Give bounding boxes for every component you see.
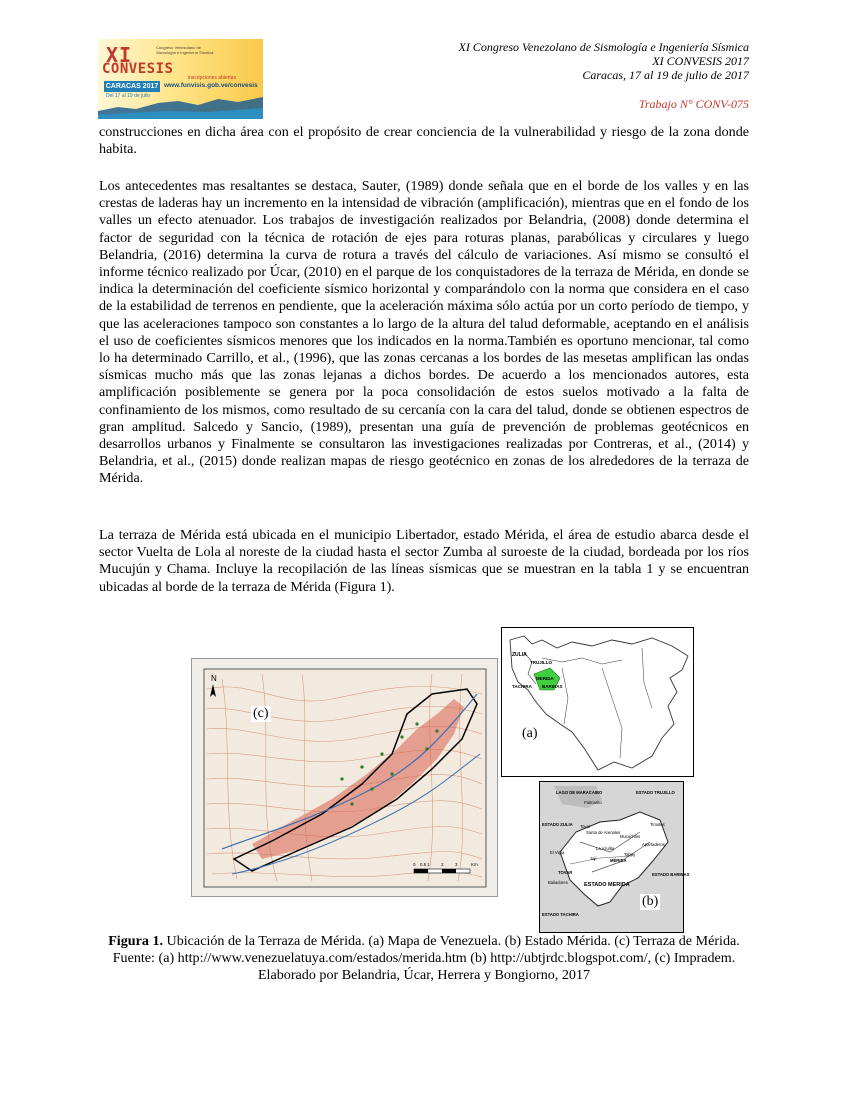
- label-estado-zulia: ESTADO ZULIA: [542, 822, 573, 827]
- town-apartaderos: Apartaderos: [642, 842, 665, 847]
- conference-header: [458, 40, 749, 82]
- label-estado-tachira: ESTADO TACHIRA: [542, 912, 579, 917]
- logo-mountain-graphic: [98, 93, 263, 119]
- town-tabay: Tabay: [624, 852, 636, 857]
- logo-registration: inscripciones abiertas: [188, 75, 237, 81]
- figure-map-venezuela: [501, 627, 694, 777]
- label-estado-barinas: ESTADO BARINAS: [652, 872, 690, 877]
- figure-caption-text: Ubicación de la Terraza de Mérida. (a) Mapa de Venezuela. (b) Estado Mérida. (c) Terraza de Mérida. Fuente: (a) http://www.venezuelatuya.com/estados/merida.htm (b) http://ubtjrdc.blogspot.com/, (c) Impradem. Elaborado por Belandria, Úcar, Herrera y Bongiorno, 2017: [112, 933, 740, 984]
- figure-map-estado-merida: [539, 781, 690, 933]
- town-el-vigia: El Vigía: [550, 850, 565, 855]
- header-dates: Caracas, 17 al 19 de julio de 2017: [582, 68, 749, 82]
- congress-logo: [98, 39, 263, 119]
- panel-label-b: (b): [642, 894, 659, 909]
- town-mucuchies: Mucuchíes: [620, 834, 641, 839]
- town-santa-arenales: Santa de Arenales: [586, 830, 621, 835]
- town-bailadores: Bailadores: [548, 880, 568, 885]
- scale-tick-0: 0: [413, 862, 416, 867]
- logo-subtitle: Congreso Venezolano de Sismología e Ingeniería Sísmica: [156, 45, 214, 55]
- north-arrow-label: N: [211, 674, 217, 683]
- paper-id: Trabajo N° CONV-075: [638, 97, 749, 111]
- figure-map-terraza-merida: [191, 658, 498, 897]
- town-palmarito: Palmarito: [584, 800, 602, 805]
- town-tovar: TOVAR: [558, 870, 573, 875]
- state-label-trujillo: TRUJILLO: [530, 660, 552, 665]
- town-tovar-small: Tovar: [580, 824, 591, 829]
- logo-roman-numeral: XI: [106, 43, 133, 67]
- paragraph-intro-end: construcciones en dicha área con el propósito de crear conciencia de la vulnerabilidad y riesgo de la zona donde habita.: [99, 124, 749, 158]
- town-timotes: Timotes: [650, 822, 665, 827]
- state-label-tachira: TACHIRA: [512, 684, 532, 689]
- logo-dates: Del 17 al 19 de julio: [106, 93, 150, 99]
- scale-tick-3: 3: [455, 862, 458, 867]
- header-conference-name: XI Congreso Venezolano de Sismología e Ingeniería Sísmica: [458, 40, 749, 54]
- figure-caption-label: Figura 1.: [108, 933, 164, 949]
- header-edition: XI CONVESIS 2017: [652, 54, 749, 68]
- state-label-merida: MERIDA: [536, 676, 554, 681]
- scale-tick-1: 1: [427, 862, 430, 867]
- state-label-barinas: BARINAS: [542, 684, 563, 689]
- scale-tick-05: 0.5: [420, 862, 427, 867]
- venezuela-map-graphic: [502, 628, 693, 776]
- logo-name: CONVESIS: [102, 61, 174, 77]
- label-estado-merida: ESTADO MERIDA: [584, 882, 630, 888]
- panel-label-c: (c): [253, 706, 269, 721]
- label-estado-trujillo: ESTADO TRUJILLO: [636, 790, 675, 795]
- scale-unit: Km: [471, 862, 478, 867]
- panel-label-a: (a): [522, 726, 538, 741]
- logo-city: CARACAS 2017: [105, 83, 159, 90]
- logo-url: www.funvisis.gob.ve/convesis: [164, 82, 258, 89]
- merida-state-map-graphic: [540, 782, 690, 932]
- town-la-azulita: La Azulita: [596, 846, 615, 851]
- town-jaji: Jají: [590, 856, 597, 861]
- terraza-map-graphic: [192, 659, 497, 896]
- figure-caption: [99, 933, 749, 985]
- label-lago-maracaibo: LAGO DE MARACAIBO: [556, 790, 603, 795]
- scale-tick-2: 2: [441, 862, 444, 867]
- paragraph-background: Los antecedentes mas resaltantes se destaca, Sauter, (1989) donde señala que en el borde de los valles y en las crestas de laderas hay un incremento en la intensidad de vibración (amplificación), mientras que en el fondo de los valles un efecto atenuador. Los trabajos de investigación realizados por Belandria, (2008) donde determina el factor de seguridad con la técnica de rotación de ejes para roturas planas, parabólicas y circulares y luego Belandria, (2016) determina la curva de rotura a través del cálculo de variaciones. Así mismo se consultó el informe técnico realizado por Úcar, (2010) en el parque de los conquistadores de la terraza de Mérida, en donde se indica la determinación del coeficiente sísmico horizontal y comparándolo con la norma que considera en el caso de la estabilidad de terrenos en pendiente, que la aceleración máxima sólo actúa por un corto período de tiempo, y que las aceleraciones tampoco son constantes a lo largo de la altura del talud deformable, aceptando en el análisis el uso de coeficientes sísmicos menores que los indicados en la norma.También es oportuno mencionar, tal como lo ha determinado Carrillo, et al., (1996), que las zonas cercanas a los bordes de las mesetas amplifican las ondas sísmicas mucho más que las zonas lejanas a dichos bordes. De acuerdo a los mencionados autores, esta amplificación posiblemente se genera por la poca consolidación de estos suelos motivado a la falta de confinamiento de los mismos, como resultado de su cercanía con la cara del talud, donde se obtienen espectros de gran amplitud. Salcedo y Sancio, (1989), presentan una guía de prevención de problemas geotécnicos en desarrollos urbanos y Finalmente se consultaron las investigaciones realizadas por Contreras, et al., (2014) y Belandria, et al., (2015) donde realizan mapas de riesgo geotécnico en zonas de los alrededores de la terraza de Mérida.: [99, 178, 749, 487]
- state-label-zulia: ZULIA: [512, 652, 527, 658]
- paragraph-study-area: La terraza de Mérida está ubicada en el municipio Libertador, estado Mérida, el área de estudio abarca desde el sector Vuelta de Lola al noreste de la ciudad hasta el sector Zumba al suroeste de la ciudad, bordeada por los ríos Mucujún y Chama. Incluye la recopilación de las líneas sísmicas que se muestran en la tabla 1 y se encuentran ubicadas al borde de la terraza de Mérida (Figura 1).: [99, 527, 749, 595]
- town-merida: MÉRIDA: [610, 858, 627, 863]
